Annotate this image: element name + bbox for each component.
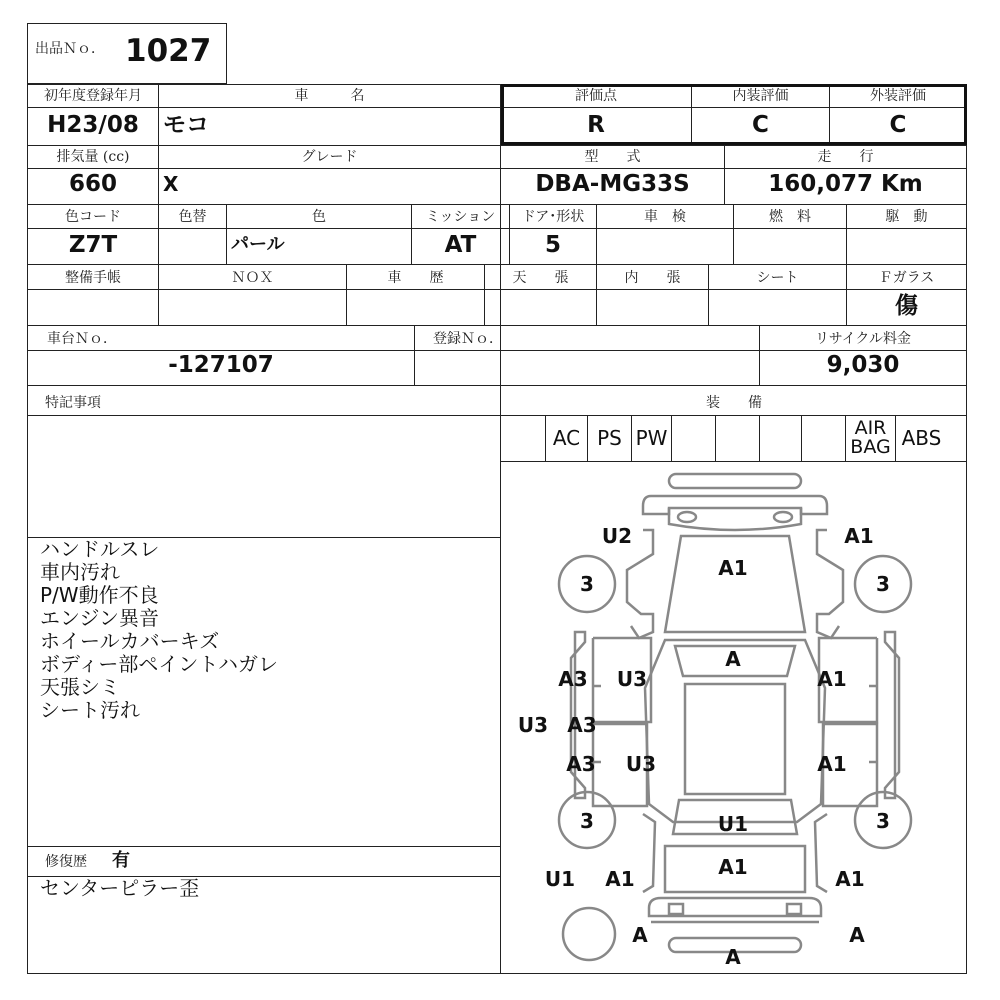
chassis-number-header: 車台Ｎｏ． bbox=[47, 331, 117, 347]
damage-label-rear-glass: U1 bbox=[717, 812, 749, 836]
remark-item: ハンドルスレ bbox=[40, 537, 160, 561]
nox-header: ＮＯＸ bbox=[231, 270, 274, 286]
damage-label-hood: A1 bbox=[718, 556, 748, 580]
damage-label-left-rear-door-inner: U3 bbox=[625, 752, 657, 776]
damage-label-left-pillar: A3 bbox=[567, 713, 597, 737]
damage-label-left-pillar-outer: U3 bbox=[517, 713, 549, 737]
transmission-header: ミッション bbox=[425, 209, 496, 225]
remark-item: ホイールカバーキズ bbox=[40, 629, 220, 653]
equipment-item bbox=[715, 415, 759, 461]
damage-label-front-right: A1 bbox=[844, 524, 874, 548]
mileage-value: 160,077 Km bbox=[768, 171, 923, 197]
equipment-item: PS bbox=[587, 415, 631, 461]
damage-label-rear-right-tire: 3 bbox=[876, 809, 890, 833]
damage-label-front-left-tire: 3 bbox=[580, 572, 594, 596]
interior-score-value: C bbox=[752, 112, 769, 138]
remark-item: エンジン異音 bbox=[40, 606, 159, 630]
mileage-header: 走 行 bbox=[817, 149, 874, 165]
damage-label-front-right-tire: 3 bbox=[876, 572, 890, 596]
car-name-value: モコ bbox=[163, 112, 209, 138]
equipment-header: 装 備 bbox=[706, 395, 762, 411]
color-value: パール bbox=[231, 234, 285, 255]
car-history-header: 車 歴 bbox=[387, 270, 444, 286]
equipment-item: AIR BAG bbox=[845, 415, 895, 461]
equipment-item bbox=[759, 415, 801, 461]
displacement-header: 排気量 (cc) bbox=[56, 149, 130, 165]
door-shape-value: 5 bbox=[544, 232, 561, 258]
equipment-item bbox=[801, 415, 845, 461]
remark-item: シート汚れ bbox=[40, 698, 140, 722]
equipment-item: PW bbox=[631, 415, 671, 461]
inspection-header: 車 検 bbox=[644, 209, 686, 225]
equipment-item: AC bbox=[545, 415, 587, 461]
damage-label-windshield: A bbox=[725, 647, 741, 671]
damage-label-rear-bumper-right: A bbox=[849, 923, 865, 947]
damage-label-left-rear-door: A3 bbox=[566, 752, 596, 776]
score-value: R bbox=[587, 112, 605, 138]
displacement-value: 660 bbox=[68, 171, 117, 197]
damage-label-left-front-door-inner: U3 bbox=[616, 667, 648, 691]
registration-number-header: 登録Ｎｏ． bbox=[433, 331, 503, 347]
first-registration-header: 初年度登録年月 bbox=[44, 88, 142, 104]
damage-label-right-rear-door: A1 bbox=[817, 752, 847, 776]
grade-header: グレード bbox=[301, 149, 358, 165]
remark-item: P/W動作不良 bbox=[40, 583, 159, 607]
score-header: 評価点 bbox=[575, 88, 617, 104]
repair-history-label: 修復歴 bbox=[45, 854, 87, 870]
damage-label-back-door: A1 bbox=[718, 855, 748, 879]
seat-header: シート bbox=[756, 270, 799, 286]
maintenance-record-header: 整備手帳 bbox=[65, 270, 121, 286]
damage-label-rear-left: A1 bbox=[605, 867, 635, 891]
car-diagram bbox=[501, 462, 967, 974]
color-code-value: Z7T bbox=[68, 232, 118, 258]
front-glass-value: 傷 bbox=[895, 293, 918, 319]
chassis-number-value: -127107 bbox=[168, 352, 274, 378]
fuel-header: 燃 料 bbox=[769, 209, 811, 225]
remarks-header: 特記事項 bbox=[45, 395, 101, 411]
damage-label-rear-right: A1 bbox=[835, 867, 865, 891]
grade-value: X bbox=[163, 172, 179, 196]
damage-label-left-front-door: A3 bbox=[558, 667, 588, 691]
remark-item: ボディー部ペイントハガレ bbox=[40, 652, 278, 676]
repair-history-value: 有 bbox=[112, 850, 130, 871]
remark-item: 天張シミ bbox=[40, 675, 120, 699]
equipment-item bbox=[671, 415, 715, 461]
color-code-header: 色コード bbox=[65, 209, 121, 225]
damage-label-rear-left-outer: U1 bbox=[544, 867, 576, 891]
ceiling-header: 天 張 bbox=[512, 270, 569, 286]
equipment-item: ABS bbox=[895, 415, 947, 461]
damage-label-rear-bumper-left: A bbox=[632, 923, 648, 947]
drive-header: 駆 動 bbox=[885, 209, 928, 225]
first-registration-value: H23/08 bbox=[47, 112, 139, 138]
interior-score-header: 内装評価 bbox=[732, 88, 789, 104]
damage-label-front-left: U2 bbox=[601, 524, 633, 548]
remark-item: 車内汚れ bbox=[40, 560, 120, 584]
exterior-score-value: C bbox=[889, 112, 907, 138]
front-glass-header: Ｆガラス bbox=[878, 270, 935, 286]
lot-label: 出品Ｎｏ． bbox=[35, 41, 105, 57]
car-name-header: 車 名 bbox=[294, 88, 365, 104]
door-shape-header: ドア･形状 bbox=[521, 209, 585, 225]
equipment-item bbox=[501, 415, 545, 461]
exterior-score-header: 外装評価 bbox=[870, 88, 926, 104]
damage-label-rear-bumper: A bbox=[725, 945, 741, 969]
color-header: 色 bbox=[312, 209, 326, 225]
recycle-fee-header: リサイクル料金 bbox=[814, 331, 912, 347]
model-header: 型 式 bbox=[584, 149, 641, 165]
lot-number: 1027 bbox=[125, 33, 212, 69]
color-change-header: 色替 bbox=[178, 209, 207, 225]
transmission-value: AT bbox=[444, 232, 477, 258]
repair-note: センターピラー歪 bbox=[40, 876, 200, 900]
model-value: DBA-MG33S bbox=[535, 171, 690, 197]
damage-label-rear-left-tire: 3 bbox=[580, 809, 594, 833]
damage-label-right-front-door: A1 bbox=[817, 667, 847, 691]
interior-trim-header: 内 張 bbox=[624, 270, 681, 286]
recycle-fee-value: 9,030 bbox=[826, 352, 900, 378]
equipment-row bbox=[501, 415, 967, 461]
